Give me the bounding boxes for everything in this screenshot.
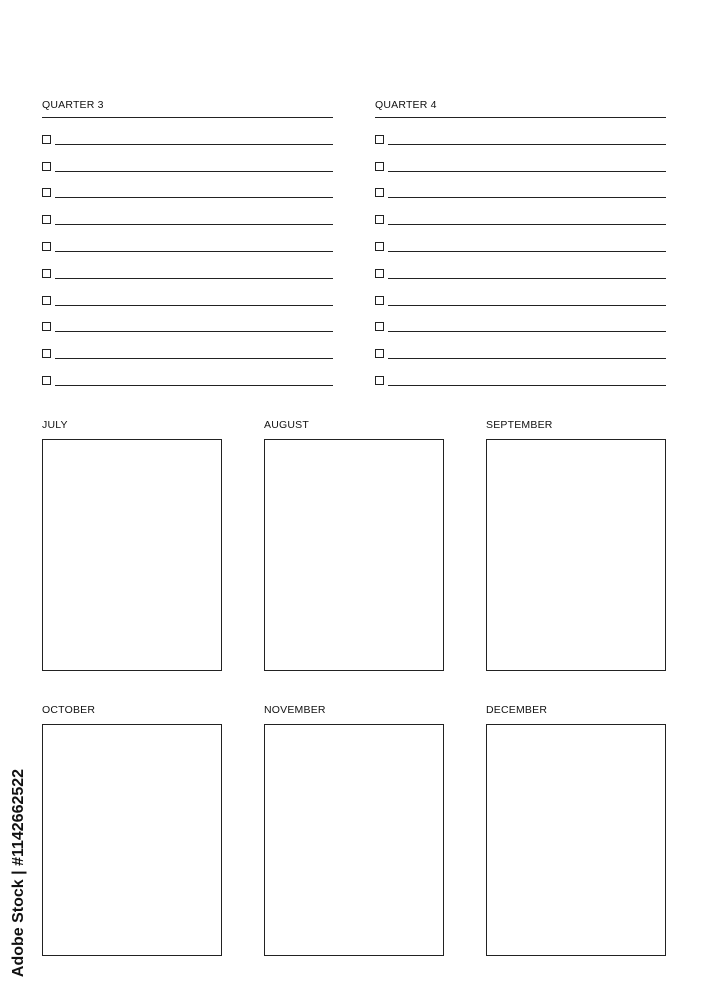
- todo-item: [375, 145, 666, 172]
- month-label: OCTOBER: [42, 704, 96, 716]
- todo-checkbox[interactable]: [375, 162, 384, 171]
- quarter-4-title: QUARTER 4: [375, 99, 437, 111]
- quarter-4-section: [375, 97, 666, 386]
- todo-item: [375, 198, 666, 225]
- todo-checkbox[interactable]: [375, 349, 384, 358]
- month-notes-box[interactable]: [42, 439, 222, 671]
- todo-checkbox[interactable]: [375, 376, 384, 385]
- todo-write-line[interactable]: [388, 385, 666, 386]
- todo-item: [375, 359, 666, 386]
- month-label: JULY: [42, 419, 68, 431]
- month-october: [42, 703, 222, 956]
- month-label: SEPTEMBER: [486, 419, 553, 431]
- todo-checkbox[interactable]: [375, 269, 384, 278]
- todo-checkbox[interactable]: [42, 376, 51, 385]
- quarter-3-section: [42, 97, 333, 386]
- todo-checkbox[interactable]: [42, 242, 51, 251]
- month-label: NOVEMBER: [264, 704, 326, 716]
- todo-item: [42, 306, 333, 333]
- todo-item: [42, 225, 333, 252]
- todo-checkbox[interactable]: [42, 135, 51, 144]
- todo-item: [375, 118, 666, 145]
- month-september: [486, 418, 666, 671]
- todo-item: [375, 225, 666, 252]
- month-notes-box[interactable]: [264, 439, 444, 671]
- month-august: [264, 418, 444, 671]
- todo-checkbox[interactable]: [375, 242, 384, 251]
- todo-checkbox[interactable]: [42, 188, 51, 197]
- todo-item: [375, 306, 666, 333]
- todo-checkbox[interactable]: [42, 269, 51, 278]
- month-label: AUGUST: [264, 419, 309, 431]
- todo-item: [42, 252, 333, 279]
- month-notes-box[interactable]: [486, 439, 666, 671]
- quarter-3-todo-list: [42, 118, 333, 386]
- month-notes-box[interactable]: [42, 724, 222, 956]
- todo-item: [375, 252, 666, 279]
- quarter-4-todo-list: [375, 118, 666, 386]
- todo-item: [42, 172, 333, 199]
- month-december: [486, 703, 666, 956]
- todo-checkbox[interactable]: [42, 322, 51, 331]
- todo-checkbox[interactable]: [375, 135, 384, 144]
- todo-item: [42, 145, 333, 172]
- todo-checkbox[interactable]: [375, 188, 384, 197]
- watermark-text: Adobe Stock | #1142662522: [10, 768, 27, 978]
- todo-item: [375, 332, 666, 359]
- stock-watermark: [9, 758, 29, 988]
- month-label: DECEMBER: [486, 704, 548, 716]
- todo-write-line[interactable]: [55, 385, 333, 386]
- quarter-3-title: QUARTER 3: [42, 99, 104, 111]
- todo-item: [375, 279, 666, 306]
- month-november: [264, 703, 444, 956]
- todo-item: [42, 198, 333, 225]
- todo-checkbox[interactable]: [42, 215, 51, 224]
- month-july: [42, 418, 222, 671]
- todo-checkbox[interactable]: [42, 162, 51, 171]
- todo-checkbox[interactable]: [42, 349, 51, 358]
- todo-item: [42, 279, 333, 306]
- todo-item: [375, 172, 666, 199]
- todo-checkbox[interactable]: [375, 322, 384, 331]
- month-notes-box[interactable]: [264, 724, 444, 956]
- todo-checkbox[interactable]: [375, 296, 384, 305]
- month-notes-box[interactable]: [486, 724, 666, 956]
- todo-item: [42, 359, 333, 386]
- todo-checkbox[interactable]: [42, 296, 51, 305]
- todo-checkbox[interactable]: [375, 215, 384, 224]
- todo-item: [42, 332, 333, 359]
- todo-item: [42, 118, 333, 145]
